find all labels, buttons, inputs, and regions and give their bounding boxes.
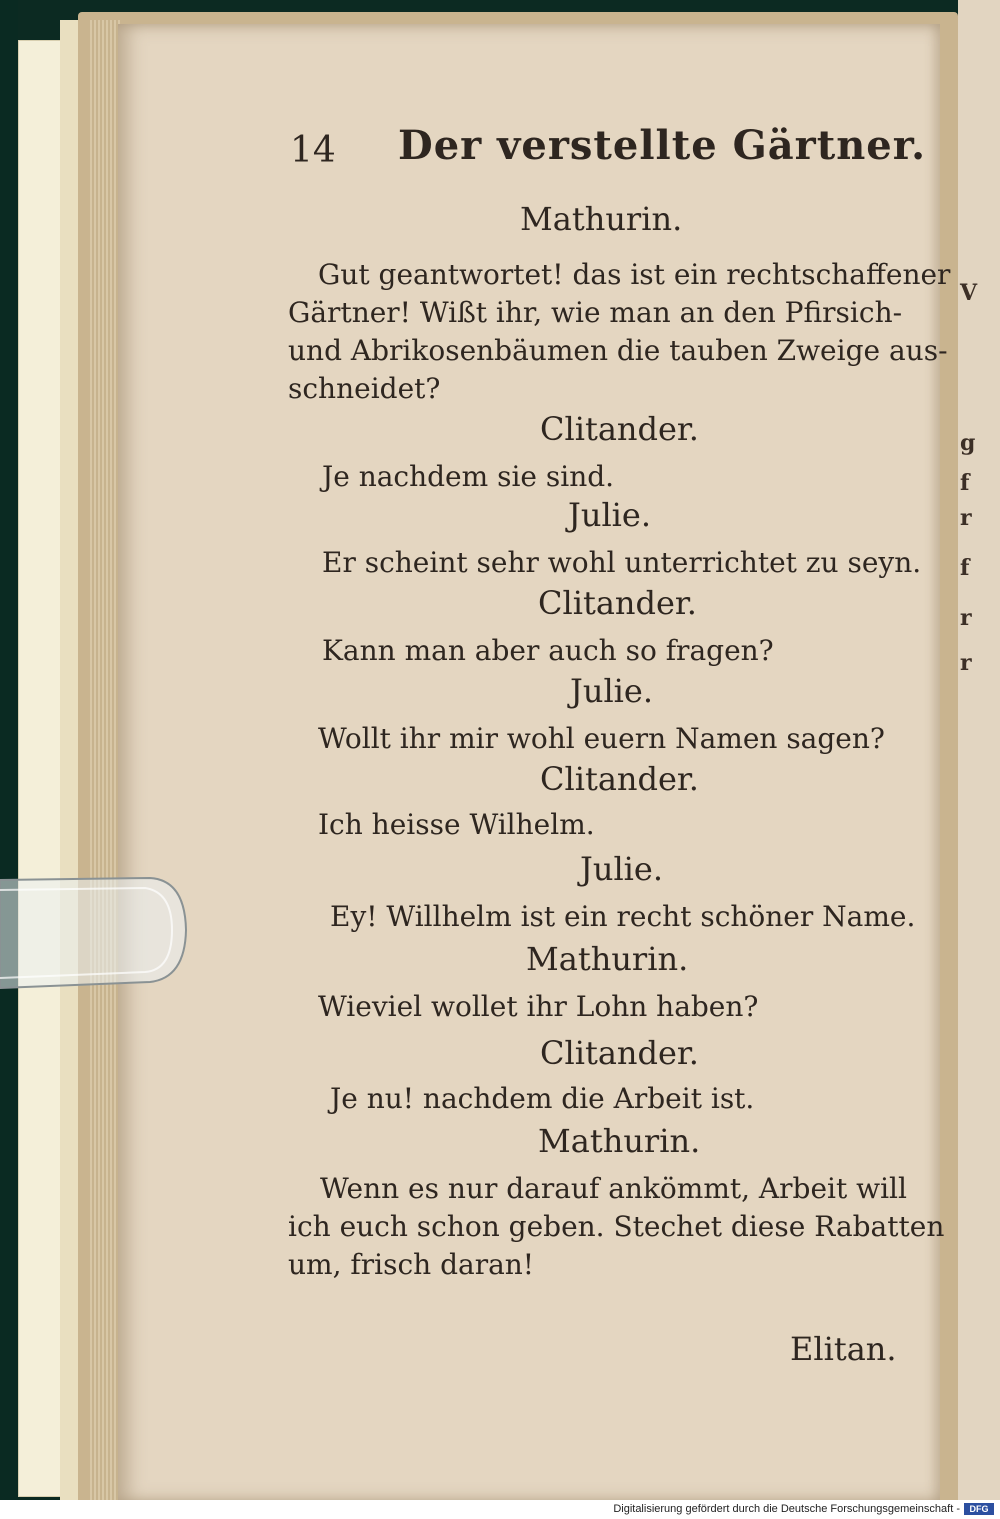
text-line: schneidet? xyxy=(288,372,441,405)
text-line: Gut geantwortet! das ist ein rechtschaffener xyxy=(318,258,951,291)
speaker-name: Mathurin. xyxy=(520,200,683,238)
text-line: Ich heisse Wilhelm. xyxy=(318,808,595,841)
next-page-fragment: r xyxy=(960,505,972,531)
footer-credit: Digitalisierung gefördert durch die Deutsche Forschungsgemeinschaft - xyxy=(613,1503,960,1515)
text-line: Gärtner! Wißt ihr, wie man an den Pfirsich- xyxy=(288,296,903,329)
running-title: Der verstellte Gärtner. xyxy=(398,122,927,169)
text-line: Ey! Willhelm ist ein recht schöner Name. xyxy=(330,900,916,933)
speaker-name: Clitander. xyxy=(538,584,697,622)
next-page-fragment: V xyxy=(960,280,978,306)
scan-background xyxy=(0,0,18,1519)
next-page-fragment: r xyxy=(960,650,972,676)
speaker-name: Clitander. xyxy=(540,760,699,798)
text-line: Er scheint sehr wohl unterrichtet zu seyn. xyxy=(322,546,922,579)
speaker-name: Clitander. xyxy=(540,1034,699,1072)
text-line: ich euch schon geben. Stechet diese Rabatten xyxy=(288,1210,945,1243)
text-line: Wieviel wollet ihr Lohn haben? xyxy=(318,990,759,1023)
next-page-fragment: g xyxy=(960,430,976,456)
next-page-fragment: r xyxy=(960,605,972,631)
text-line: und Abrikosenbäumen die tauben Zweige aus- xyxy=(288,334,948,367)
next-page-fragment: f xyxy=(960,555,970,581)
speaker-name: Mathurin. xyxy=(538,1122,701,1160)
text-line: Wenn es nur darauf ankömmt, Arbeit will xyxy=(320,1172,907,1205)
text-line: um, frisch daran! xyxy=(288,1248,535,1281)
text-line: Wollt ihr mir wohl euern Namen sagen? xyxy=(318,722,885,755)
page-stack-edge xyxy=(90,20,120,1510)
speaker-name: Julie. xyxy=(570,672,654,710)
text-line: Kann man aber auch so fragen? xyxy=(322,634,774,667)
page-clip xyxy=(0,870,190,1000)
text-line: Je nu! nachdem die Arbeit ist. xyxy=(330,1082,755,1115)
next-page-fragment: f xyxy=(960,470,970,496)
catchword: Elitan. xyxy=(790,1330,897,1368)
text-line: Je nachdem sie sind. xyxy=(322,460,615,493)
speaker-name: Julie. xyxy=(580,850,664,888)
speaker-name: Mathurin. xyxy=(526,940,689,978)
dfg-logo: DFG xyxy=(964,1503,994,1515)
next-page-sliver xyxy=(958,0,1000,1500)
speaker-name: Clitander. xyxy=(540,410,699,448)
speaker-name: Julie. xyxy=(568,496,652,534)
page-number: 14 xyxy=(290,130,336,171)
